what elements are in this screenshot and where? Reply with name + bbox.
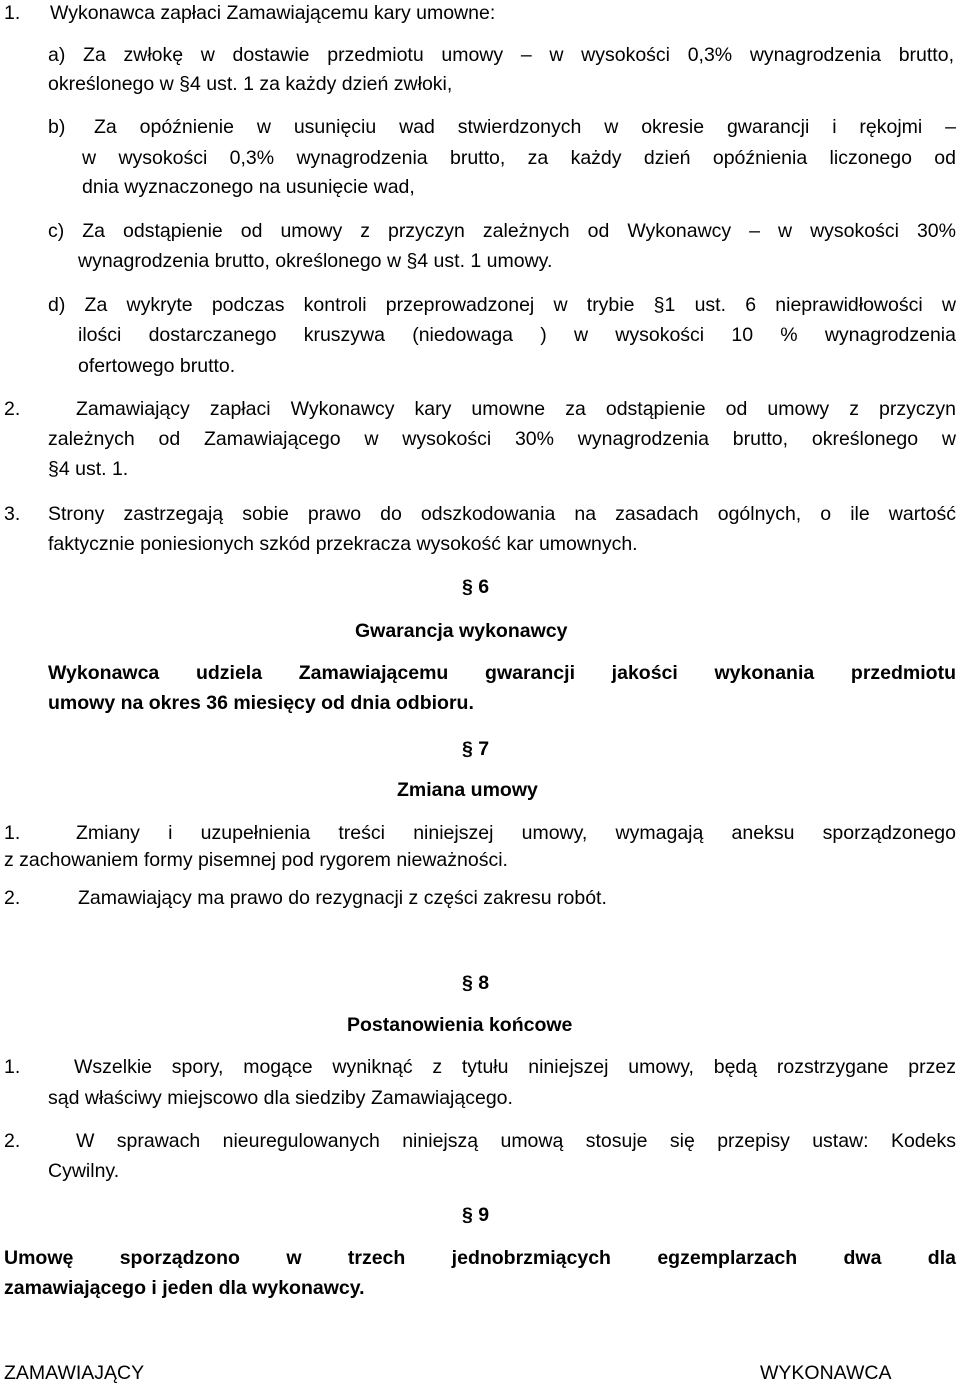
clause-d-line1: d) Za wykryte podczas kontroli przeprowadzonej w trybie §1 ust. 6 nieprawidłowości w [48,294,956,316]
section-title: Zmiana umowy [397,779,538,801]
section-7-p1-line1: Zmiany i uzupełnienia treści niniejszej umowy, wymagają aneksu sporządzonego [76,822,956,844]
paragraph-2-line2: zależnych od Zamawiającego w wysokości 30% wynagrodzenia brutto, określonego w [48,428,956,450]
clause-c-line2: wynagrodzenia brutto, określonego w §4 ust. 1 umowy. [78,250,553,272]
section-7-p1-line2: z zachowaniem formy pisemnej pod rygorem nieważności. [4,849,508,871]
item-number: 2. [4,887,21,909]
item-number: 2. [4,1130,21,1152]
section-8-p1-line1: Wszelkie spory, mogące wyniknąć z tytułu niniejszej umowy, będą rozstrzygane przez [74,1056,956,1078]
section-title: Postanowienia końcowe [347,1014,573,1036]
section-6-line1: Wykonawca udziela Zamawiającemu gwarancji jakości wykonania przedmiotu [48,662,956,684]
signature-left: ZAMAWIAJĄCY [4,1362,145,1384]
clause-d-line3: ofertowego brutto. [78,355,236,377]
section-8-p2-line1: W sprawach nieuregulowanych niniejszą umową stosuje się przepisy ustaw: Kodeks [76,1130,956,1152]
clause-b-line1: Za opóźnienie w usunięciu wad stwierdzonych w okresie gwarancji i rękojmi – [94,116,956,138]
clause-b-line2: w wysokości 0,3% wynagrodzenia brutto, za każdy dzień opóźnienia liczonego od [82,147,956,169]
item-number: 1. [4,1056,21,1078]
section-6-line2: umowy na okres 36 miesięcy od dnia odbioru. [48,692,474,714]
item-number: 2. [4,398,21,420]
clause-b-line3: dnia wyznaczonego na usunięcie wad, [82,176,415,198]
item-number: 1. [4,2,21,24]
section-mark: § 8 [462,972,490,994]
section-mark: § 9 [462,1204,490,1226]
clause-d-line2: ilości dostarczanego kruszywa (niedowaga ) w wysokości 10 % wynagrodzenia [78,324,956,346]
signature-right: WYKONAWCA [760,1362,892,1384]
paragraph-2-line3: §4 ust. 1. [48,458,129,480]
clause-a-line1: a) Za zwłokę w dostawie przedmiotu umowy – w wysokości 0,3% wynagrodzenia brutto, [48,44,954,66]
paragraph-2-line1: Zamawiający zapłaci Wykonawcy kary umowne za odstąpienie od umowy z przyczyn [76,398,956,420]
section-7-p2-line1: Zamawiający ma prawo do rezygnacji z części zakresu robót. [78,887,607,909]
section-8-p1-line2: sąd właściwy miejscowo dla siedziby Zamawiającego. [48,1087,513,1109]
section-mark: § 6 [462,576,490,598]
item-number: 1. [4,822,21,844]
section-title: Gwarancja wykonawcy [355,620,568,642]
clause-a-line2: określonego w §4 ust. 1 za każdy dzień zwłoki, [48,73,453,95]
section-mark: § 7 [462,738,490,760]
intro-text: Wykonawca zapłaci Zamawiającemu kary umowne: [50,2,496,24]
item-number: 3. [4,503,21,525]
paragraph-3-line1: Strony zastrzegają sobie prawo do odszkodowania na zasadach ogólnych, o ile wartość [48,503,956,525]
section-9-line2: zamawiającego i jeden dla wykonawcy. [4,1277,365,1299]
paragraph-3-line2: faktycznie poniesionych szkód przekracza wysokość kar umownych. [48,533,638,555]
clause-b-label: b) [48,116,66,138]
section-9-line1: Umowę sporządzono w trzech jednobrzmiących egzemplarzach dwa dla [4,1247,956,1269]
section-8-p2-line2: Cywilny. [48,1160,120,1182]
clause-c-line1: c) Za odstąpienie od umowy z przyczyn zależnych od Wykonawcy – w wysokości 30% [48,220,956,242]
